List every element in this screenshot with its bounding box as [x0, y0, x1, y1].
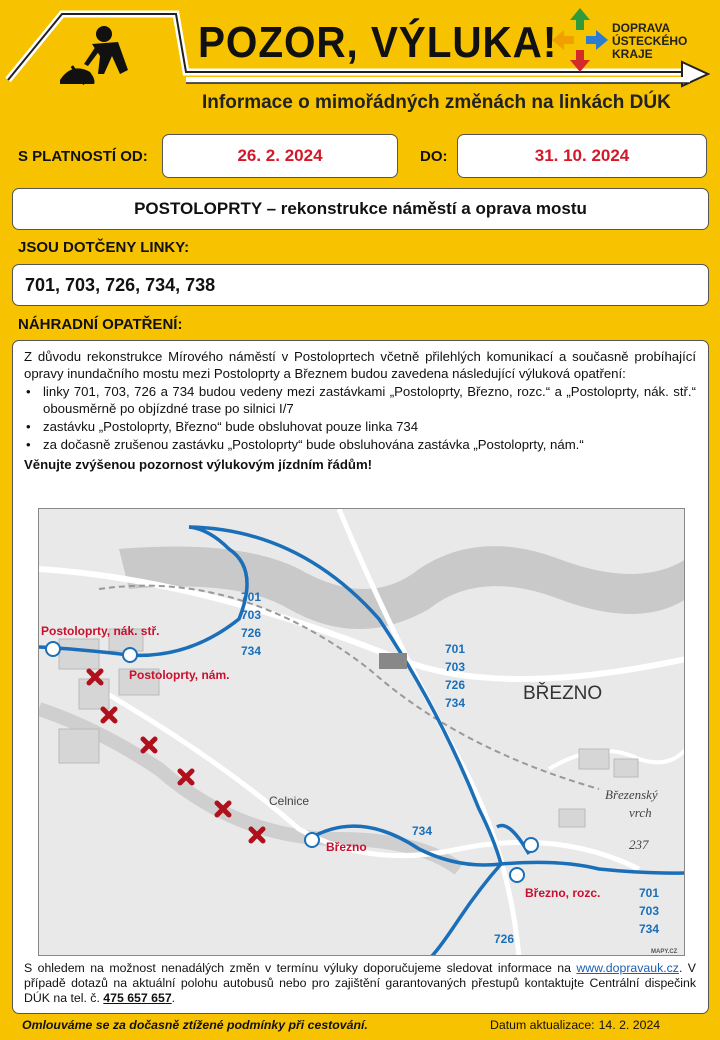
valid-from-value: 26. 2. 2024 [162, 134, 398, 178]
measures-text [24, 348, 696, 473]
line-number: 726 [494, 932, 515, 946]
measures-label: NÁHRADNÍ OPATŘENÍ: [18, 316, 183, 333]
brand-line: KRAJE [612, 47, 653, 61]
affected-lines-label: JSOU DOTČENY LINKY: [18, 239, 190, 256]
line-number: 703 [639, 904, 660, 918]
line-number: 703 [241, 608, 262, 622]
level-crossing-icon [379, 653, 407, 669]
website-link[interactable]: www.dopravauk.cz [576, 961, 679, 975]
place-label: Celnice [269, 794, 310, 808]
list-item: • linky 701, 703, 726 a 734 budou vedeny mezi zastávkami „Postoloprty, Březno, rozc.“ a „Postoloprty, nák. stř.“ obousměrně po objízdné trase po silnici I/7 [24, 383, 696, 417]
line-number: 726 [241, 626, 262, 640]
line-number: 734 [241, 644, 262, 658]
measures-warning: Věnujte zvýšenou pozornost výlukovým jízdním řádům! [24, 457, 373, 472]
place-label: BŘEZNO [523, 683, 603, 704]
valid-to-value: 31. 10. 2024 [457, 134, 707, 178]
valid-to-label: DO: [420, 148, 448, 165]
detour-map [38, 508, 685, 956]
page-title: POZOR, VÝLUKA! [198, 18, 558, 67]
footer-note-text: . V případě dotazů na aktuální polohu autobusů nebo pro zajištění garantovaných přestupů kontaktujte Centrální dispečink DÚK na tel. č. [24, 961, 696, 1005]
line-number: 734 [445, 696, 466, 710]
brand-line: ÚSTECKÉHO [612, 34, 688, 48]
place-label: Březenský [605, 787, 658, 802]
line-number: 734 [412, 824, 433, 838]
update-date-label: Datum aktualizace: [490, 1018, 595, 1032]
measures-list [24, 383, 696, 453]
closure-topic: POSTOLOPRTY – rekonstrukce náměstí a oprava mostu [12, 188, 709, 230]
place-label: vrch [629, 805, 652, 820]
stop-label: Březno, rozc. [525, 886, 601, 900]
line-number: 703 [445, 660, 466, 674]
page-subtitle: Informace o mimořádných změnách na linkách DÚK [202, 92, 671, 113]
phone-number[interactable]: 475 657 657 [103, 991, 172, 1005]
footer-note-text: S ohledem na možnost nenadálých změn v termínu výluky doporučujeme sledovat informace na [24, 961, 571, 975]
apology-text: Omlouváme se za dočasně ztížené podmínky při cestování. [22, 1018, 368, 1032]
line-number: 701 [241, 590, 262, 604]
list-item: • zastávku „Postoloprty, Březno“ bude obsluhovat pouze linka 734 [24, 418, 696, 435]
line-number: 701 [639, 886, 660, 900]
valid-from-label: S PLATNOSTÍ OD: [18, 148, 148, 165]
affected-lines-value: 701, 703, 726, 734, 738 [12, 264, 709, 306]
map-canvas [39, 509, 685, 956]
line-number: 726 [445, 678, 466, 692]
stop-label: Postoloprty, nák. stř. [41, 624, 160, 638]
brand-name [612, 22, 687, 61]
list-item: • za dočasně zrušenou zastávku „Postoloprty“ bude obsluhována zastávka „Postoloprty, nám.“ [24, 436, 696, 453]
map-credit: MAPY.CZ [651, 949, 678, 955]
measures-intro: Z důvodu rekonstrukce Mírového náměstí v Postoloprtech včetně přilehlých komunikací a současně probíhající opravy inundačního mostu mezi Postoloprty a Březnem budou zavedena následující výluková opatření: [24, 349, 696, 381]
stop-label: Březno [326, 840, 367, 854]
update-date [486, 1018, 660, 1032]
line-number: 701 [445, 642, 466, 656]
line-number: 734 [639, 922, 660, 936]
brand-line: DOPRAVA [612, 21, 671, 35]
footer-note: S ohledem na možnost nenadálých změn v termínu výluky doporučujeme sledovat informace na www.dopravauk.cz. V případě dotazů na aktuální polohu autobusů nebo pro zajištění garantovaných přestupů kontaktujte Centrální dispečink DÚK na tel. č. 475 657 657. [24, 961, 696, 1005]
place-label: 237 [629, 837, 649, 852]
stop-label: Postoloprty, nám. [129, 668, 230, 682]
update-date-value: 14. 2. 2024 [598, 1018, 661, 1032]
